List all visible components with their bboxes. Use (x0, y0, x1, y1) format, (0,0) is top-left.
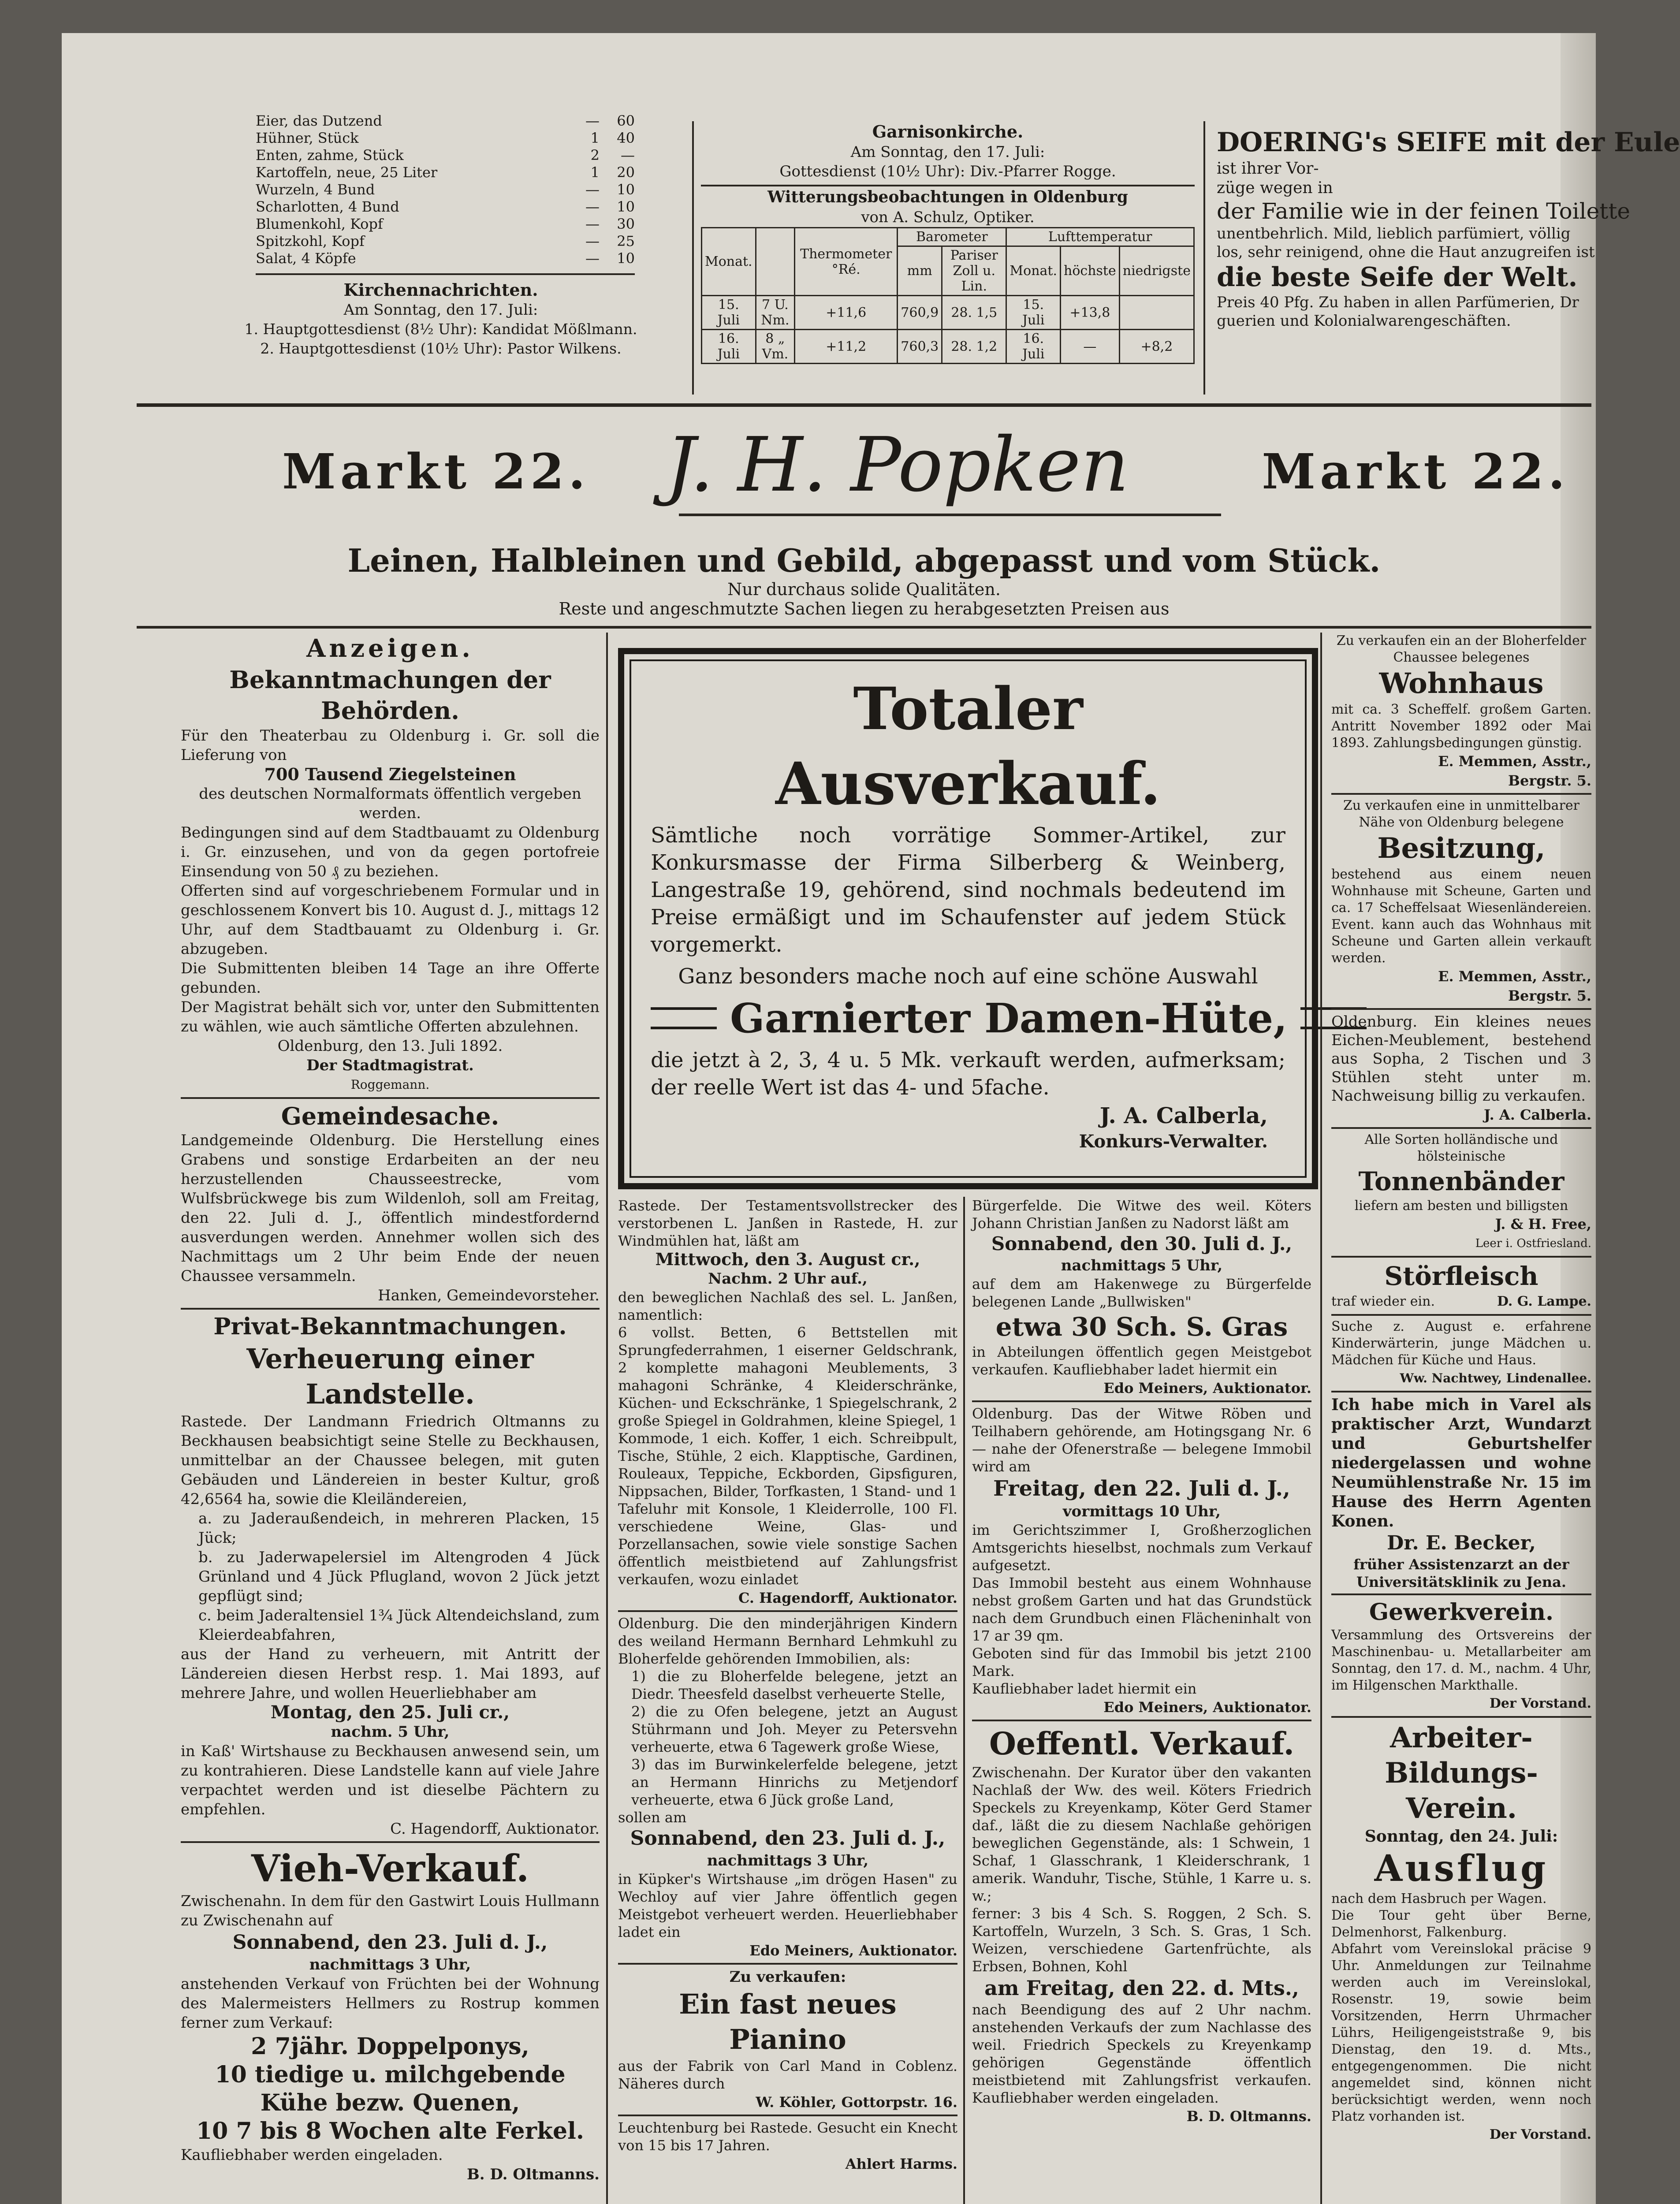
doering-big: der Familie wie in der feinen Toilette (1217, 198, 1631, 224)
weather-col-month: Monat. (702, 228, 756, 296)
text: J. & H. Free, (1495, 1216, 1591, 1232)
price-list (256, 112, 635, 298)
price-mark: — (585, 198, 600, 215)
cell: 16. Juli (1006, 330, 1061, 364)
weather-by: von A. Schulz, Optiker. (861, 208, 1035, 226)
text: E. Memmen, Asstr., (1438, 753, 1591, 770)
doering-line: unentbehrlich. Mild, lieblich parfümiert, völlig (1217, 225, 1571, 242)
text: liefern am besten und billigsten (1354, 1198, 1568, 1214)
cell: 760,9 (898, 296, 942, 330)
text: Der Vorstand. (1489, 1696, 1591, 1711)
section-title: Besitzung, (1377, 832, 1546, 865)
text: Bedingungen sind auf dem Stadtbauamt zu Oldenburg i. Gr. einzusehen, und von da gegen portofreie Einsendung von 50 ₰ zu beziehen. (181, 824, 600, 880)
popken-right: Markt 22. (1262, 443, 1569, 500)
popken-line1: Leinen, Halbleinen und Gebild, abgepasst und vom Stück. (347, 542, 1381, 579)
popken-left: Markt 22. (282, 443, 590, 500)
text: Für den Theaterbau zu Oldenburg i. Gr. soll die Lieferung von (181, 727, 600, 764)
popken-name: J. H. Popken (666, 421, 1129, 509)
section-title: Tonnenbänder (1358, 1166, 1565, 1196)
text: 10 7 bis 8 Wochen alte Ferkel. (196, 2118, 584, 2144)
weather-row (702, 296, 1194, 330)
text: J. A. Calberla. (1483, 1106, 1591, 1123)
price-pf: 25 (617, 233, 635, 249)
price-item: Blumenkohl, Kopf (256, 216, 383, 232)
text: Oldenburg. Die den minderjährigen Kindern des weiland Hermann Bernhard Lehmkuhl zu Bloherfelde gehörenden Immobilien, als: (618, 1615, 957, 1667)
price-item: Kartoffeln, neue, 25 Liter (256, 164, 438, 181)
text: c. beim Jaderaltensiel 1¾ Jück Altendeichsland, zum Kleierdeabfahren, (198, 1607, 600, 1644)
text: B. D. Oltmanns. (1186, 2108, 1311, 2125)
weather-table (701, 227, 1195, 364)
text: Roggemann. (350, 1077, 430, 1092)
price-mark: — (585, 233, 600, 249)
text: Oldenburg, den 13. Juli 1892. (277, 1037, 503, 1055)
price-mark: — (585, 112, 600, 129)
text: Bürgerfelde. Die Witwe des weil. Köters Johann Christian Janßen zu Nadorst läßt am (972, 1197, 1311, 1232)
price-pf: 10 (617, 250, 635, 267)
text: Freitag, den 22. Juli d. J., (993, 1476, 1290, 1501)
clearance-sale-ad (618, 648, 1318, 1189)
text: Sonnabend, den 23. Juli d. J., (232, 1931, 548, 1954)
text: Zu verkaufen eine in unmittelbarer Nähe von Oldenburg belegene (1343, 798, 1579, 830)
text: Bergstr. 5. (1508, 987, 1591, 1004)
price-row (256, 181, 635, 198)
text: anstehenden Verkauf von Früchten bei der Wohnung des Malermeisters Hellmers zu Rostrup kommen ferner zum Verkauf: (181, 1975, 600, 2032)
doering-line: los, sehr reinigend, ohne die Haut anzugreifen ist (1217, 243, 1595, 261)
popken-underline (679, 514, 1221, 516)
text: Versammlung des Ortsvereins der Maschinenbau- u. Metallarbeiter am Sonntag, den 17. d. M., nachm. 4 Uhr, im Hilgenschen Markthalle. (1331, 1627, 1591, 1693)
price-row (256, 198, 635, 216)
text: Oldenburg. Ein kleines neues Eichen-Meublement, bestehend aus Sopha, 2 Tischen und 3 Stühlen steht unter m. Nachweisung billig zu verkaufen. (1331, 1013, 1591, 1105)
text: des deutschen Normalformats öffentlich vergeben werden. (199, 785, 581, 822)
garrison-title: Garnisonkirche. (872, 122, 1024, 141)
text: Edo Meiners, Auktionator. (1103, 1699, 1311, 1716)
text: Ahlert Harms. (845, 2156, 957, 2172)
cell: +13,8 (1061, 296, 1120, 330)
clearance-sign: Konkurs-Verwalter. (1079, 1131, 1268, 1152)
price-row (256, 164, 635, 181)
price-mark: 1 (590, 130, 600, 146)
church-news-line: 1. Hauptgottesdienst (8½ Uhr): Kandidat Mößlmann. (244, 320, 637, 338)
text: Der Vorstand. (1489, 2127, 1591, 2142)
newspaper-page (62, 33, 1680, 2204)
weather-row (702, 330, 1194, 364)
text: Kaufliebhaber werden eingeladen. (181, 2146, 443, 2164)
text: Ww. Nachtwey, Lindenallee. (1400, 1371, 1591, 1385)
text: nachmittags 3 Uhr, (707, 1852, 869, 1869)
price-row (256, 250, 635, 267)
text: Ausflug (1374, 1847, 1549, 1890)
text: Sonntag, den 24. Juli: (1364, 1827, 1558, 1846)
text: Ein fast neues Pianino (679, 1988, 897, 2055)
text: aus der Hand zu verheuern, mit Antritt der Ländereien diesen Herbst resp. 1. Mai 1893, auf mehrere Jahre, und wollen Heuerliebhaber am (181, 1646, 600, 1702)
text: nach Beendigung des auf 2 Uhr nachm. anstehenden Verkaufs der zum Nachlasse des weil. Friedrich Speckels zu Kreyenkamp gehörigen Gegenstände öffentlich meistbietend mit Zahlungsfrist verkaufen. Kaufliebhaber werden eingeladen. (972, 2001, 1311, 2106)
price-pf: 30 (617, 216, 635, 232)
clearance-sign: J. A. Calberla, (1099, 1102, 1268, 1128)
doering-title: DOERING's SEIFE mit der Eule (1217, 127, 1680, 158)
section-title: Bekanntmachungen der Behörden. (229, 666, 551, 725)
text: mit ca. 3 Scheffelf. großem Garten. Antritt November 1892 oder Mai 1893. Zahlungsbedingungen günstig. (1331, 702, 1591, 751)
text: im Gerichtszimmer I, Großherzoglichen Amtsgerichts hieselbst, nochmals zum Verkauf aufgesetzt. (972, 1522, 1311, 1574)
text: Kaufliebhaber ladet hiermit ein (972, 1680, 1197, 1697)
doering-slogan: die beste Seife der Welt. (1217, 262, 1578, 293)
price-item: Wurzeln, 4 Bund (256, 181, 375, 198)
text: Sonnabend, den 30. Juli d. J., (991, 1233, 1293, 1255)
cell: 15. Juli (1006, 296, 1061, 330)
price-mark: — (585, 216, 600, 232)
signature-row (1331, 1292, 1591, 1311)
text: 6 vollst. Betten, 6 Bettstellen mit Sprungfederrahmen, 1 eiserner Geldschrank, 2 komplette mahagoni Meublements, 3 mahagoni Schränke, 4 Kleiderschränke, Küchen- und Eckschränke, 1 Spiegelschrank, 2 große Spiegel in Goldrahmen, kleine Spiegel, 1 Kommode, 1 eich. Koffer, 1 eich. Schreibpult, Tische, Stühle, 2 eich. Klapptische, Gardinen, Rouleaux, Teppiche, Eckborden, Gipsfiguren, Nippsachen, Bilder, Torfkasten, 1 Stand- und 1 Tafeluhr mit Konsole, 1 Kleiderrolle, 100 Fl. verschiedene Weine, Glas- und Porzellansachen, sowie viele sonstige Sachen öffentlich meistbietend auf Zahlungsfrist verkaufen, wozu einladet (618, 1324, 957, 1588)
popken-line3: Reste und angeschmutzte Sachen liegen zu herabgesetzten Preisen aus (559, 599, 1170, 618)
weather-col-mm: mm (898, 246, 942, 296)
divider (137, 626, 1591, 629)
text: den beweglichen Nachlaß des sel. L. Janßen, namentlich: (618, 1289, 957, 1323)
text: Offerten sind auf vorgeschriebenem Formular und in geschlossenem Konvert bis 10. August d. J., mittags 12 Uhr, auf dem Stadtbauamt zu Oldenburg i. Gr. abzugeben. (181, 882, 600, 958)
text: 3) das im Burwinkelerfelde belegene, jetzt an Hermann Hinrichs zu Metjendorf verheuerte, etwa 6 Jück große Land, (631, 1756, 957, 1808)
ornament-rule (651, 1007, 717, 1029)
text: nach dem Hasbruch per Wagen. (1331, 1891, 1547, 1906)
price-pf: 10 (617, 198, 635, 215)
weather-col-high: höchste (1061, 246, 1120, 296)
text: Sonnabend, den 23. Juli d. J., (630, 1827, 946, 1850)
price-item: Scharlotten, 4 Bund (256, 198, 399, 215)
popken-ad (137, 417, 1591, 624)
text: sollen am (618, 1809, 687, 1826)
text: Die Submittenten bleiben 14 Tage an ihre Offerte gebunden. (181, 960, 600, 997)
cell: +8,2 (1119, 330, 1194, 364)
weather-col-low: niedrigste (1119, 246, 1194, 296)
clearance-big: Garnierter Damen-Hüte, (730, 994, 1288, 1042)
price-row (256, 147, 635, 164)
church-news (194, 280, 688, 368)
text: in Kaß' Wirtshause zu Beckhausen anwesend sein, um zu kontrahieren. Diese Landstelle kann auf viele Jahre verpachtet werden und ist dieselbe Pächtern zu empfehlen. (181, 1742, 600, 1818)
doering-line: züge wegen in (1217, 179, 1333, 197)
cell: 28. 1,2 (942, 330, 1006, 364)
price-pf: 20 (617, 164, 635, 181)
text: traf wieder ein. (1331, 1294, 1435, 1309)
text: Die Tour geht über Berne, Delmenhorst, Falkenburg. (1331, 1908, 1591, 1940)
column-4 (1331, 633, 1591, 2204)
church-news-title: Kirchennachrichten. (343, 280, 538, 300)
cell: 16. Juli (702, 330, 756, 364)
price-item: Hühner, Stück (256, 130, 359, 146)
text: Abfahrt vom Vereinslokal präcise 9 Uhr. Anmeldungen zur Teilnahme werden auch im Vereinslokal, Rosenstr. 19, sowie beim Vorsitzenden, Herrn Uhrmacher Lührs, Heiligengeiststraße 9, bis Dienstag, den 19. d. Mts., entgegengenommen. Die nicht angemeldet sind, können nicht berücksichtigt werden, wenn noch Platz vorhanden ist. (1331, 1941, 1591, 2124)
text: Dr. E. Becker, (1387, 1532, 1536, 1554)
text: Leer i. Ostfriesland. (1475, 1237, 1591, 1250)
doering-line: ist ihrer Vor- (1217, 160, 1319, 178)
cell: 760,3 (898, 330, 942, 364)
text: b. zu Jaderwapelersiel im Altengroden 4 Jück Grünland und 4 Jück Pflugland, wovon 2 Jück jetzt gepflügt sind; (198, 1549, 600, 1605)
text: Zwischenahn. In dem für den Gastwirt Louis Hullmann zu Zwischenahn auf (181, 1892, 600, 1929)
text: in Abteilungen öffentlich gegen Meistgebot verkaufen. Kaufliebhaber ladet hiermit ein (972, 1344, 1311, 1378)
text: früher Assistenzarzt an der Universitätsklinik zu Jena. (1353, 1556, 1569, 1590)
section-title: Vieh-Verkauf. (251, 1847, 529, 1890)
cell: 15. Juli (702, 296, 756, 330)
text: aus der Fabrik von Carl Mand in Coblenz. Näheres durch (618, 2058, 957, 2092)
price-item: Eier, das Dutzend (256, 112, 382, 129)
text: Rastede. Der Testamentsvollstrecker des verstorbenen L. Janßen in Rastede, H. zur Windmühlen hat, läßt am (618, 1197, 957, 1249)
section-title: Gemeindesache. (281, 1102, 499, 1130)
price-item: Salat, 4 Köpfe (256, 250, 356, 267)
price-mark: — (585, 250, 600, 267)
garrison-date: Am Sonntag, den 17. Juli: (850, 143, 1045, 161)
text: Ich habe mich in Varel als praktischer Arzt, Wundarzt und Geburtshelfer niedergelassen und wohne Neumühlenstraße Nr. 15 im Hause des Herrn Agenten Konen. (1331, 1396, 1591, 1530)
doering-ad (1217, 126, 1680, 390)
text: Hanken, Gemeindevorsteher. (378, 1287, 600, 1304)
text: C. Hagendorff, Auktionator. (738, 1590, 957, 1606)
text: ferner: 3 bis 4 Sch. S. Roggen, 2 Sch. S. Kartoffeln, Wurzeln, 3 Sch. S. Gras, 1 Sch. Weizen, verschiedene Gartenfrüchte, als Erbsen, Bohnen, Kohl (972, 1905, 1311, 1975)
price-mark: — (585, 181, 600, 198)
text: E. Memmen, Asstr., (1438, 968, 1591, 985)
text: Rastede. Der Landmann Friedrich Oltmanns zu Beckhausen beabsichtigt seine Stelle zu Beckhausen, unmittelbar an der Chaussee belegen, mit guten Gebäuden und Ländereien in bester Kultur, groß 42,6564 ha, sowie die Kleiländereien, (181, 1413, 600, 1508)
section-title: Wohnhaus (1379, 667, 1544, 700)
text: B. D. Oltmanns. (466, 2166, 600, 2183)
church-news-date: Am Sonntag, den 17. Juli: (343, 301, 538, 319)
price-pf: 60 (617, 112, 635, 129)
text: nachmittags 5 Uhr, (1061, 1257, 1223, 1274)
price-pf: 10 (617, 181, 635, 198)
text: auf dem am Hakenwege zu Bürgerfelde belegenen Lande „Bullwisken" (972, 1276, 1311, 1310)
cell: +11,2 (795, 330, 898, 364)
text: in Küpker's Wirtshause „im drögen Hasen" zu Wechloy auf vier Jahre öffentlich gegen Meistgebot verheuert werden. Heuerliebhaber ladet ein (618, 1871, 957, 1940)
price-pf: 40 (617, 130, 635, 146)
text: C. Hagendorff, Auktionator. (390, 1820, 600, 1838)
column-rule (1320, 633, 1322, 2204)
price-mark: 2 (590, 147, 600, 164)
weather-col-thermo: Thermometer °Ré. (795, 228, 898, 296)
cell: +11,6 (795, 296, 898, 330)
text: 1) die zu Bloherfelde belegene, jetzt an Diedr. Theesfeld daselbst verheuerte Stelle, (631, 1668, 957, 1702)
weather-col-time (756, 228, 795, 296)
text: Mittwoch, den 3. August cr., (655, 1249, 920, 1269)
divider (137, 403, 1591, 407)
clearance-text: Ganz besonders mache noch auf eine schöne Auswahl (678, 964, 1258, 989)
text: Leuchtenburg bei Rastede. Gesucht ein Knecht von 15 bis 17 Jahren. (618, 2119, 957, 2154)
cell: 7 U. Nm. (756, 296, 795, 330)
text: etwa 30 Sch. S. Gras (995, 1312, 1288, 1342)
text: 700 Tausend Ziegelsteinen (264, 764, 516, 784)
text: Edo Meiners, Auktionator. (749, 1942, 957, 1959)
text: Das Immobil besteht aus einem Wohnhause nebst großem Garten und hat das Grundstück nach dem Grundbuch einen Flächeninhalt von 17 ar 39 qm. (972, 1575, 1311, 1644)
text: Alle Sorten holländische und hölsteinische (1364, 1132, 1558, 1164)
column-rule (692, 121, 694, 395)
text: am Freitag, den 22. d. Mts., (984, 1976, 1299, 2000)
column-rule (963, 1197, 965, 2204)
divider (256, 273, 635, 275)
text: nachmittags 3 Uhr, (309, 1956, 471, 1973)
column-2 (618, 1197, 957, 2204)
cell (1119, 296, 1194, 330)
text: 10 tiedige u. milchgebende Kühe bezw. Quenen, (215, 2061, 566, 2116)
text: Zu verkaufen: (729, 1968, 846, 1986)
garrison-line: Gottesdienst (10½ Uhr): Div.-Pfarrer Rogge. (779, 163, 1116, 180)
text: Edo Meiners, Auktionator. (1103, 1380, 1311, 1396)
section-title: Störfleisch (1384, 1261, 1538, 1291)
weather-col-zoll: Pariser Zoll u. Lin. (942, 246, 1006, 296)
text: a. zu Jaderaußendeich, in mehreren Placken, 15 Jück; (198, 1510, 600, 1547)
text: Suche z. August e. erfahrene Kinderwärterin, junge Mädchen u. Mädchen für Küche und Haus. (1331, 1319, 1591, 1368)
column-1 (181, 633, 600, 2204)
section-title: Verheuerung einer Landstelle. (246, 1343, 534, 1410)
section-title: Arbeiter-Bildungs-Verein. (1385, 1721, 1538, 1825)
doering-line: guerien und Kolonialwarengeschäften. (1217, 312, 1511, 330)
text: vormittags 10 Uhr, (1062, 1503, 1221, 1520)
price-row (256, 130, 635, 147)
text: Bergstr. 5. (1508, 772, 1591, 789)
price-item: Enten, zahme, Stück (256, 147, 404, 164)
text: Zwischenahn. Der Kurator über den vakanten Nachlaß der Ww. des weil. Köters Friedrich Speckels zu Kreyenkamp, Köter Gerd Stamer daf., läßt die zu diesem Nachlaße gehörigen beweglichen Gegenstände, als: 1 Schwein, 1 Schaf, 1 Glasschrank, 1 Kleiderschrank, 1 amerik. Wanduhr, Tische, Stühle, 1 Karre u. s. w.; (972, 1764, 1311, 1904)
doering-line: Preis 40 Pfg. Zu haben in allen Parfümerien, Dr (1217, 294, 1579, 311)
garrison-weather (701, 121, 1195, 403)
popken-line2: Nur durchaus solide Qualitäten. (727, 580, 1001, 599)
section-title: Anzeigen. (306, 634, 474, 663)
text: D. G. Lampe. (1497, 1294, 1591, 1309)
price-pf: — (621, 147, 635, 164)
section-title: Oeffentl. Verkauf. (989, 1725, 1295, 1762)
weather-col-month2: Monat. (1006, 246, 1061, 296)
text: Montag, den 25. Juli cr., (270, 1702, 510, 1723)
price-item: Spitzkohl, Kopf (256, 233, 365, 249)
price-mark: 1 (590, 164, 600, 181)
text: Landgemeinde Oldenburg. Die Herstellung eines Grabens und sonstige Erdarbeiten an der neu herzustellenden Chausseestrecke, vom Wulfsbrückwege bis zum Wildenloh, soll am Freitag, den 22. Juli d. J., öffentlich mindestfordernd ausverdungen werden. Annehmer wollen sich des Nachmittags um 2 Uhr beim Ende der neuen Chaussee versammeln. (181, 1132, 600, 1285)
price-row (256, 233, 635, 250)
text: 2) die zu Ofen belegene, jetzt an August Stührmann und Joh. Meyer zu Petersvehn verheuerte, etwa 6 Tagewerk große Wiese, (631, 1703, 957, 1755)
column-rule (1203, 121, 1205, 395)
clearance-text: die jetzt à 2, 3, 4 u. 5 Mk. verkauft werden, aufmerksam; der reelle Wert ist das 4- und 5fache. (651, 1048, 1285, 1100)
weather-col-baro: Barometer (898, 228, 1006, 246)
text: W. Köhler, Gottorpstr. 16. (756, 2094, 957, 2111)
text: bestehend aus einem neuen Wohnhause mit Scheune, Garten und ca. 17 Scheffelsaat Wiesenländereien. Event. kann auch das Wohnhaus mit Scheune und Garten allein verkauft werden. (1331, 867, 1591, 966)
text: Der Magistrat behält sich vor, unter den Submittenten zu wählen, wie auch sämtliche Offerten abzulehnen. (181, 998, 600, 1035)
column-3 (972, 1197, 1311, 2204)
clearance-content (651, 672, 1288, 1165)
weather-col-air: Lufttemperatur (1006, 228, 1194, 246)
clearance-title: Totaler Ausverkauf. (775, 675, 1161, 818)
text: nachm. 5 Uhr, (331, 1723, 450, 1741)
cell: 28. 1,5 (942, 296, 1006, 330)
text: Der Stadtmagistrat. (306, 1057, 474, 1074)
text: Oldenburg. Das der Witwe Röben und Teilhabern gehörende, am Hotingsgang Nr. 6 — nahe der Ofenerstraße — belegene Immobil wird am (972, 1405, 1311, 1475)
text: Nachm. 2 Uhr auf., (708, 1270, 868, 1288)
price-row (256, 112, 635, 130)
church-news-line: 2. Hauptgottesdienst (10½ Uhr): Pastor Wilkens. (260, 340, 622, 357)
text: Zu verkaufen ein an der Bloherfelder Chaussee belegenes (1336, 633, 1587, 665)
column-rule (606, 633, 608, 2204)
text: Geboten sind für das Immobil bis jetzt 2100 Mark. (972, 1645, 1311, 1679)
cell: 8 „ Vm. (756, 330, 795, 364)
section-title: Privat-Bekanntmachungen. (213, 1313, 567, 1340)
clearance-text: Sämtliche noch vorrätige Sommer-Artikel, zur Konkursmasse der Firma Silberberg & Weinberg, Langestraße 19, gehörend, sind nochmals bedeutend im Preise ermäßigt und im Schaufenster auf jedem Stück vorgemerkt. (651, 823, 1285, 957)
section-title: Gewerkverein. (1369, 1599, 1554, 1626)
cell: — (1061, 330, 1120, 364)
weather-title: Witterungsbeobachtungen in Oldenburg (767, 188, 1128, 206)
text: 2 7jähr. Doppelponys, (251, 2033, 529, 2060)
price-row (256, 216, 635, 233)
